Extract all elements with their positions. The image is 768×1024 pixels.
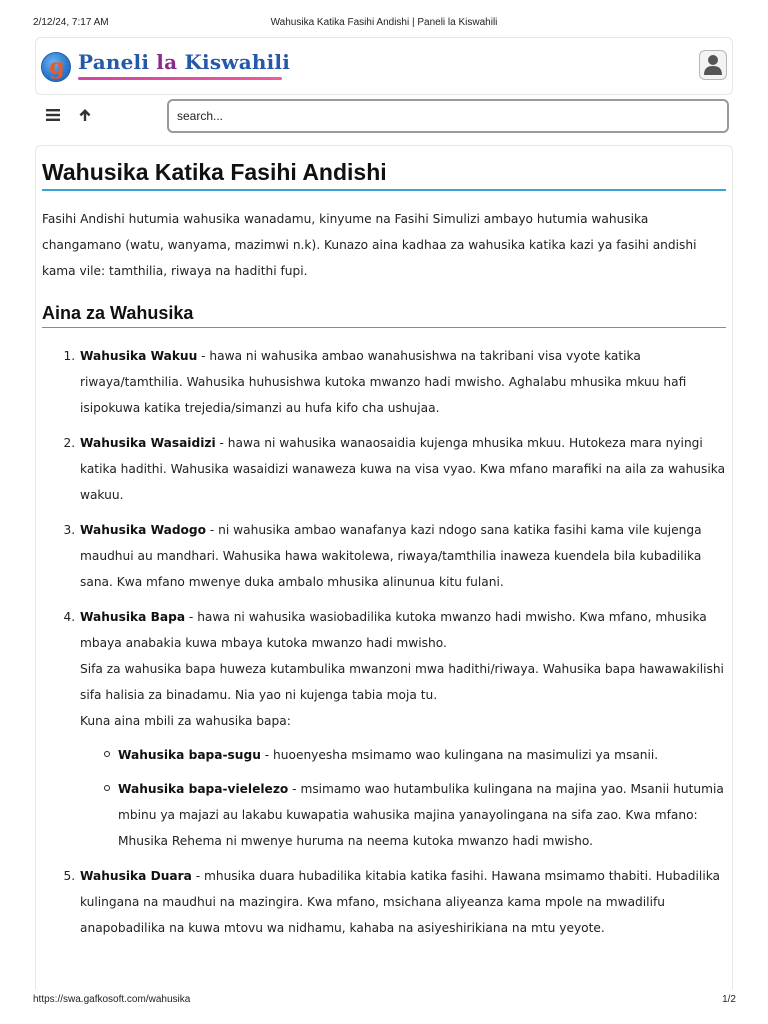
character-types-list [42, 343, 726, 941]
item-extra: Kuna aina mbili za wahusika bapa: [80, 714, 291, 728]
logo-word-paneli: Paneli [78, 50, 150, 74]
print-footer [0, 994, 768, 1008]
logo-word-la: la [156, 50, 178, 74]
sub-item-text: - huoenyesha msimamo wao kulingana na masimulizi ya msanii. [260, 748, 659, 762]
logo-underline [78, 77, 282, 80]
item-term: Wahusika Wadogo [80, 523, 207, 537]
print-url: https://swa.gafkosoft.com/wahusika [33, 994, 191, 1005]
sub-item-text: - msimamo wao hutambulika kulingana na majina yao. Msanii hutumia mbinu ya majazi au lakabu kuwapatia wahusika majina yanayolingana na sifa zao. Kwa mfano: Mhusika Rehema ni mwenye huruma na neema kutoka mwanzo hadi mwisho. [118, 782, 724, 848]
site-logo[interactable] [78, 50, 290, 74]
circle-bullet-icon [104, 751, 110, 757]
item-text: - hawa ni wahusika wasiobadilika kutoka mwanzo hadi mwisho. Kwa mfano, mhusika mbaya anabakia kuwa mbaya kutoka mwanzo hadi mwisho. [80, 610, 707, 650]
item-term: Wahusika Bapa [80, 610, 186, 624]
list-item [79, 430, 726, 508]
circle-bullet-icon [104, 785, 110, 791]
list-item [79, 863, 726, 941]
sub-item-term: Wahusika bapa-vielelezo [118, 782, 289, 796]
item-text: - ni wahusika ambao wanafanya kazi ndogo sana katika fasihi kama vile kujenga maudhui au mandhari. Wahusika hawa wakitolewa, riwaya/tamthilia inaweza kuendela bila kubadilika sana. Kwa mfano mwenye duka ambalo mhusika alinunua kitu fulani. [80, 523, 702, 589]
sub-list-item [118, 776, 726, 854]
item-term: Wahusika Wasaidizi [80, 436, 216, 450]
logo-word-kiswahili: Kiswahili [184, 50, 290, 74]
user-account-button[interactable] [699, 50, 727, 80]
toolbar [35, 97, 733, 139]
up-arrow-icon [78, 108, 92, 122]
print-datetime: 2/12/24, 7:17 AM [33, 17, 109, 28]
print-page-number: 1/2 [722, 994, 736, 1005]
site-header [35, 37, 733, 95]
item-text: - hawa ni wahusika wanaosaidia kujenga mhusika mkuu. Hutokeza mara nyingi katika hadithi. Wahusika wasaidizi wanaweza kuwa na visa vyao. Kwa mfano marafiki na aila za wahusika wakuu. [80, 436, 726, 502]
intro-paragraph: Fasihi Andishi hutumia wahusika wanadamu, kinyume na Fasihi Simulizi ambayo hutumia wahusika changamano (watu, wanyama, mazimwi n.k). Kunazo aina kadhaa za wahusika katika kazi ya fasihi andishi kama vile: tamthilia, riwaya na hadithi fupi. [42, 212, 697, 278]
item-term: Wahusika Duara [80, 869, 192, 883]
page-title: Wahusika Katika Fasihi Andishi [42, 158, 726, 191]
user-icon [700, 51, 726, 79]
list-item [79, 604, 726, 854]
sub-list [80, 742, 726, 854]
sub-item-term: Wahusika bapa-sugu [118, 748, 261, 762]
menu-button[interactable] [43, 105, 63, 125]
print-doc-title: Wahusika Katika Fasihi Andishi | Paneli la Kiswahili [270, 17, 498, 28]
logo-letter: g [49, 54, 65, 80]
print-header [0, 17, 768, 31]
item-extra: Sifa za wahusika bapa huweza kutambulika mwanzoni mwa hadithi/riwaya. Wahusika bapa hawawakilishi sifa halisia za binadamu. Nia yao ni kujenga tabia moja tu. [80, 662, 724, 702]
menu-icon [45, 108, 61, 122]
list-item [79, 517, 726, 595]
article [35, 145, 733, 990]
search-input[interactable] [167, 99, 729, 133]
item-text: - hawa ni wahusika ambao wanahusishwa na takribani visa vyote katika riwaya/tamthilia. Wahusika huhusishwa kutoka mwanzo hadi mwisho. Aghalabu mhusika mkuu hafi isipokuwa katika trejedia/simanzi au hufa kifo cha ushujaa. [80, 349, 687, 415]
item-text: - mhusika duara hubadilika kitabia katika fasihi. Hawana msimamo thabiti. Hubadilika kulingana na maudhui na mazingira. Kwa mfano, msichana aliyeanza kama mpole na mwadilifu anapobadilika na kuwa mtovu wa nidhamu, kahaba na asiyeshirikiana na mtu yeyote. [80, 869, 721, 935]
item-term: Wahusika Wakuu [80, 349, 198, 363]
sub-list-item [118, 742, 726, 768]
section-title: Aina za Wahusika [42, 302, 726, 328]
list-item [79, 343, 726, 421]
logo-badge-icon[interactable] [41, 52, 71, 82]
up-button[interactable] [75, 105, 95, 125]
